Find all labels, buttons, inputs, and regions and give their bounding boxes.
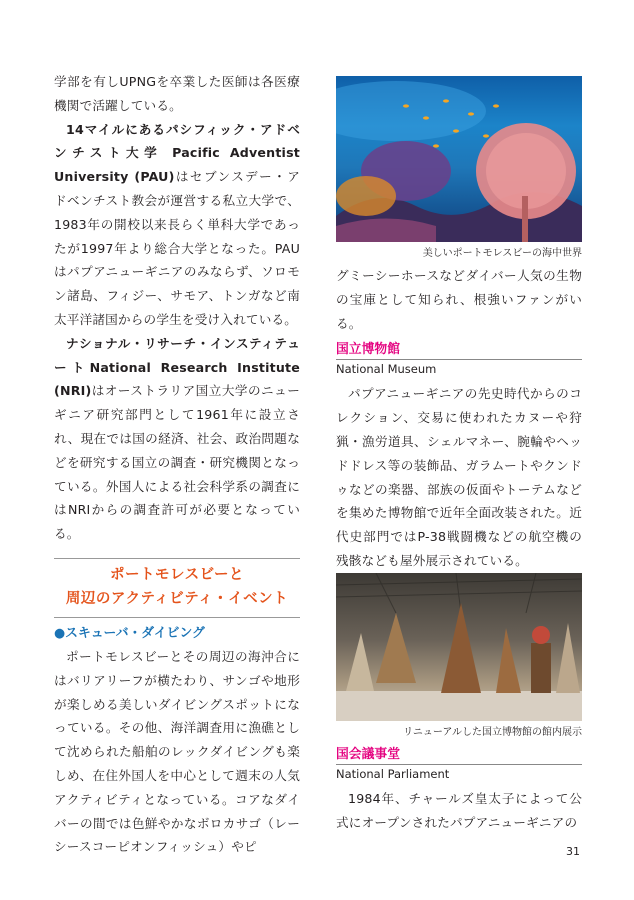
- pau-title: 14マイルにあるパシフィック・アドベンチスト大学 Pacific Adventist University (PAU): [54, 121, 300, 185]
- paragraph-nri: [54, 332, 300, 546]
- diving-subheading: ●スキューバ・ダイビング: [54, 625, 205, 641]
- museum-photo: [336, 573, 582, 721]
- right-column: [336, 70, 582, 834]
- parliament-heading: 国会議事堂: [336, 746, 400, 762]
- underwater-illustration: [336, 76, 582, 242]
- paragraph-parliament: 1984年、チャールズ皇太子によって公式にオープンされたパプアニューギニアの: [336, 790, 582, 830]
- photo-caption-museum: リニューアルした国立博物館の館内展示: [403, 726, 582, 738]
- museum-subheading: National Museum: [336, 359, 582, 378]
- parliament-subheading: National Parliament: [336, 764, 582, 783]
- nri-body: はオーストラリア国立大学のニューギニア研究部門として1961年に設立され、現在では国の経済、社会、政治問題などを研究する国立の調査・研究機関となっている。外国人による社会科学系の調査にはNRIからの調査許可が必要となっている。: [54, 383, 300, 542]
- section-title-line1: ポートモレスビーと: [110, 566, 244, 583]
- paragraph-pygmy-seahorse: グミーシーホースなどダイバー人気の生物の宝庫として知られ、根強いファンがいる。: [336, 268, 582, 331]
- nri-title: ナショナル・リサーチ・インスティテュートNational Research Institute (NRI): [54, 335, 300, 399]
- section-title-line2: 周辺のアクティビティ・イベント: [65, 590, 289, 607]
- page-number: 31: [566, 845, 580, 858]
- museum-illustration: [336, 573, 582, 721]
- paragraph-museum: パプアニューギニアの先史時代からのコレクション、交易に使われたカヌーや狩猟・漁労道具、シェルマネー、腕輪やヘッドドレス等の装飾品、ガラムートやクンドゥなどの楽器、部族の仮面やトーテムなどを集めた博物館で近年全面改装された。近代史部門ではP-38戦闘機などの航空機の残骸なども屋外展示されている。: [336, 386, 582, 568]
- paragraph-upng: 学部を有しUPNGを卒業した医師は各医療機関で活躍している。: [54, 74, 300, 113]
- pau-body: はセブンスデー・アドベンチスト教会が運営する私立大学で、1983年の開校以来長らく単科大学であったが1997年より総合大学となった。PAUはパプアニューギニアのみならず、ソロモン諸島、フィジー、サモア、トンガなど南太平洋諸国からの学生を受け入れている。: [54, 169, 300, 327]
- museum-heading: 国立博物館: [336, 342, 400, 358]
- underwater-photo: [336, 76, 582, 242]
- photo-caption-underwater: 美しいポートモレスビーの海中世界: [422, 248, 582, 259]
- section-heading: [54, 558, 300, 618]
- paragraph-pau: [54, 118, 300, 332]
- paragraph-diving: ポートモレスビーとその周辺の海沖合にはバリアリーフが横たわり、サンゴや地形が楽しめる美しいダイビングスポットになっている。その他、海洋調査用に漁礁として沈められた船舶のレックダイビングも楽しめ、在住外国人を中心として週末の人気アクティビティとなっている。コアなダイバーの間では色鮮やかなボロカサゴ（レーシースコーピオンフィッシュ）やピ: [54, 648, 300, 855]
- left-column: [54, 70, 300, 859]
